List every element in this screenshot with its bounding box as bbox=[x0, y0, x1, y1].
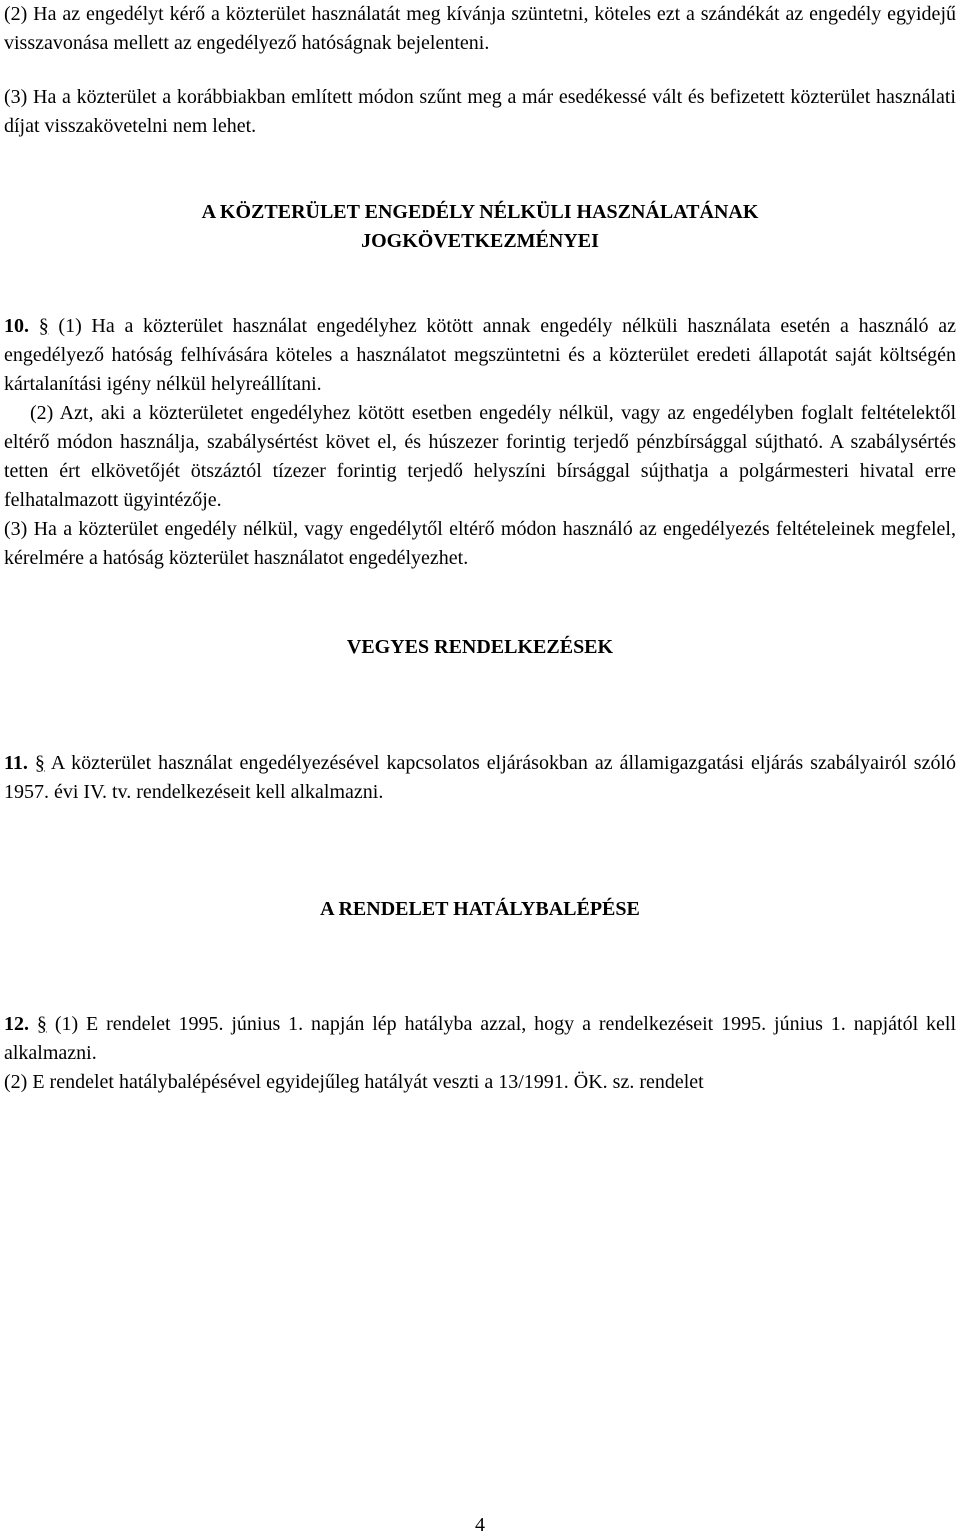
section-10-paragraph-3: (3) Ha a közterület engedély nélkül, vagy engedélytől eltérő módon használó az engedélyezés feltételeinek megfelel, kérelmére a hatóság közterület használatot engedélyezhet. bbox=[4, 518, 956, 569]
paragraph-3: (3) Ha a közterület a korábbiakban említett módon szűnt meg a már esedékessé vált és befizetett közterület használati díjat visszakövetelni nem lehet. bbox=[4, 86, 956, 137]
section-10-paragraph-2: (2) Azt, aki a közterületet engedélyhez kötött esetben engedély nélkül, vagy az engedélyben foglalt feltételektől eltérő módon használja, szabálysértést követ el, és húszezer forintig terjedő pénzbírsággal sújtható. A szabálysértés tetten ért elkövetőjét ötszáztól tízezer forintig terjedő helyszíni bírsággal sújthatja a polgármesteri hivatal erre felhatalmazott ügyintézője. bbox=[4, 402, 956, 511]
section-symbol: § bbox=[36, 1013, 47, 1035]
paragraph-2: (2) Ha az engedélyt kérő a közterület használatát meg kívánja szüntetni, köteles ezt a szándékát az engedély egyidejű visszavonása mellett az engedélyező hatóságnak bejelenteni. bbox=[4, 3, 956, 54]
section-12 bbox=[4, 1010, 956, 1097]
section-12-paragraph-2: (2) E rendelet hatálybalépésével egyidejűleg hatályát veszti a 13/1991. ÖK. sz. rendelet bbox=[4, 1071, 704, 1093]
heading-consequences-line1: A KÖZTERÜLET ENGEDÉLY NÉLKÜLI HASZNÁLATÁNAK bbox=[201, 201, 759, 223]
section-symbol: § bbox=[34, 752, 45, 774]
page-number: 4 bbox=[475, 1514, 485, 1536]
section-11-text: A közterület használat engedélyezésével kapcsolatos eljárásokban az államigazgatási eljárás szabályairól szóló 1957. évi IV. tv. rendelkezéseit kell alkalmazni. bbox=[4, 752, 957, 803]
heading-consequences bbox=[4, 198, 956, 256]
section-12-p1-text: (1) E rendelet 1995. június 1. napján lép hatályba azzal, hogy a rendelkezéseit 1995. június 1. napjától kell alkalmazni. bbox=[4, 1013, 957, 1064]
section-10-number: 10. bbox=[4, 315, 29, 337]
section-12-number: 12. bbox=[4, 1013, 29, 1035]
section-10 bbox=[4, 312, 956, 573]
section-11 bbox=[4, 749, 956, 807]
heading-consequences-line2: JOGKÖVETKEZMÉNYEI bbox=[361, 230, 599, 252]
section-10-p1-text: (1) Ha a közterület használat engedélyhez kötött annak engedély nélküli használata esetén a használó az engedélyező hatóság felhívására köteles a használatot megszüntetni és a közterület eredeti állapotát saját költségén kártalanítási igény nélkül helyreállítani. bbox=[4, 315, 957, 395]
heading-entry-into-force: A RENDELET HATÁLYBALÉPÉSE bbox=[320, 898, 640, 920]
heading-miscellaneous: VEGYES RENDELKEZÉSEK bbox=[346, 636, 614, 658]
section-11-paragraph bbox=[4, 749, 956, 807]
section-10-paragraph-1 bbox=[4, 312, 956, 399]
section-12-paragraph-1 bbox=[4, 1010, 956, 1068]
section-11-number: 11. bbox=[4, 752, 28, 774]
section-symbol: § bbox=[38, 315, 49, 337]
